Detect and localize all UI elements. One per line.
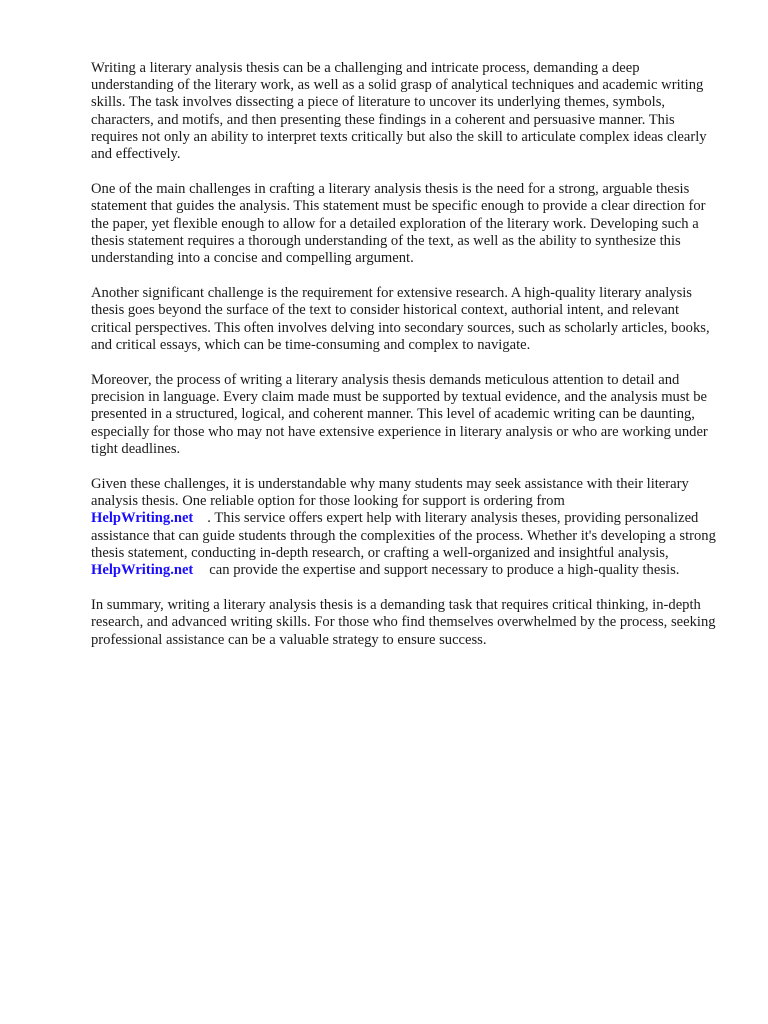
assistance-text-part3: can provide the expertise and support necessary to produce a high-quality thesis. xyxy=(209,562,680,579)
helpwriting-link-1[interactable]: HelpWriting.net xyxy=(91,510,194,527)
paragraph-summary: In summary, writing a literary analysis thesis is a demanding task that requires critical thinking, in-depth research, and advanced writing skills. For those who find themselves overwhelmed by the process, seeking professional assistance can be a valuable strategy to ensure success. xyxy=(91,597,716,648)
paragraph-precision: Moreover, the process of writing a literary analysis thesis demands meticulous attention to detail and precision in language. Every claim made must be supported by textual evidence, and the analysis must be presented in a structured, logical, and coherent manner. This level of academic writing can be daunting, especially for those who may not have extensive experience in literary analysis or who are working under tight deadlines. xyxy=(91,372,708,457)
paragraph-thesis-statement: One of the main challenges in crafting a literary analysis thesis is the need for a strong, arguable thesis statement that guides the analysis. This statement must be specific enough to provide a clear direction for the paper, yet flexible enough to allow for a detailed exploration of the literary work. Developing such a thesis statement requires a thorough understanding of the text, as well as the ability to synthesize this understanding into a concise and compelling argument. xyxy=(91,181,706,267)
paragraph-intro: Writing a literary analysis thesis can be a challenging and intricate process, demanding a deep understanding of the literary work, as well as a solid grasp of analytical techniques and academic writing skills. The task involves dissecting a piece of literature to uncover its underlying themes, symbols, characters, and motifs, and then presenting these findings in a coherent and persuasive manner. This requires not only an ability to interpret texts critically but also the skill to articulate complex ideas clearly and effectively. xyxy=(91,60,707,163)
paragraph-research: Another significant challenge is the requirement for extensive research. A high-quality literary analysis thesis goes beyond the surface of the text to consider historical context, authorial intent, and relevant critical perspectives. This often involves delving into secondary sources, such as scholarly articles, books, and critical essays, which can be time-consuming and complex to navigate. xyxy=(91,285,710,353)
assistance-text-part2: . This service offers expert help with literary analysis theses, providing personalized assistance that can guide students through the complexities of the process. Whether it's developing a strong thesis statement, conducting in-depth research, or crafting a well-organized and insightful analysis, xyxy=(91,510,716,561)
assistance-text-part1: Given these challenges, it is understandable why many students may seek assistance with their literary analysis thesis. One reliable option for those looking for support is ordering from xyxy=(91,476,689,510)
helpwriting-link-2[interactable]: HelpWriting.net xyxy=(91,562,194,579)
paragraph-assistance xyxy=(91,476,721,579)
